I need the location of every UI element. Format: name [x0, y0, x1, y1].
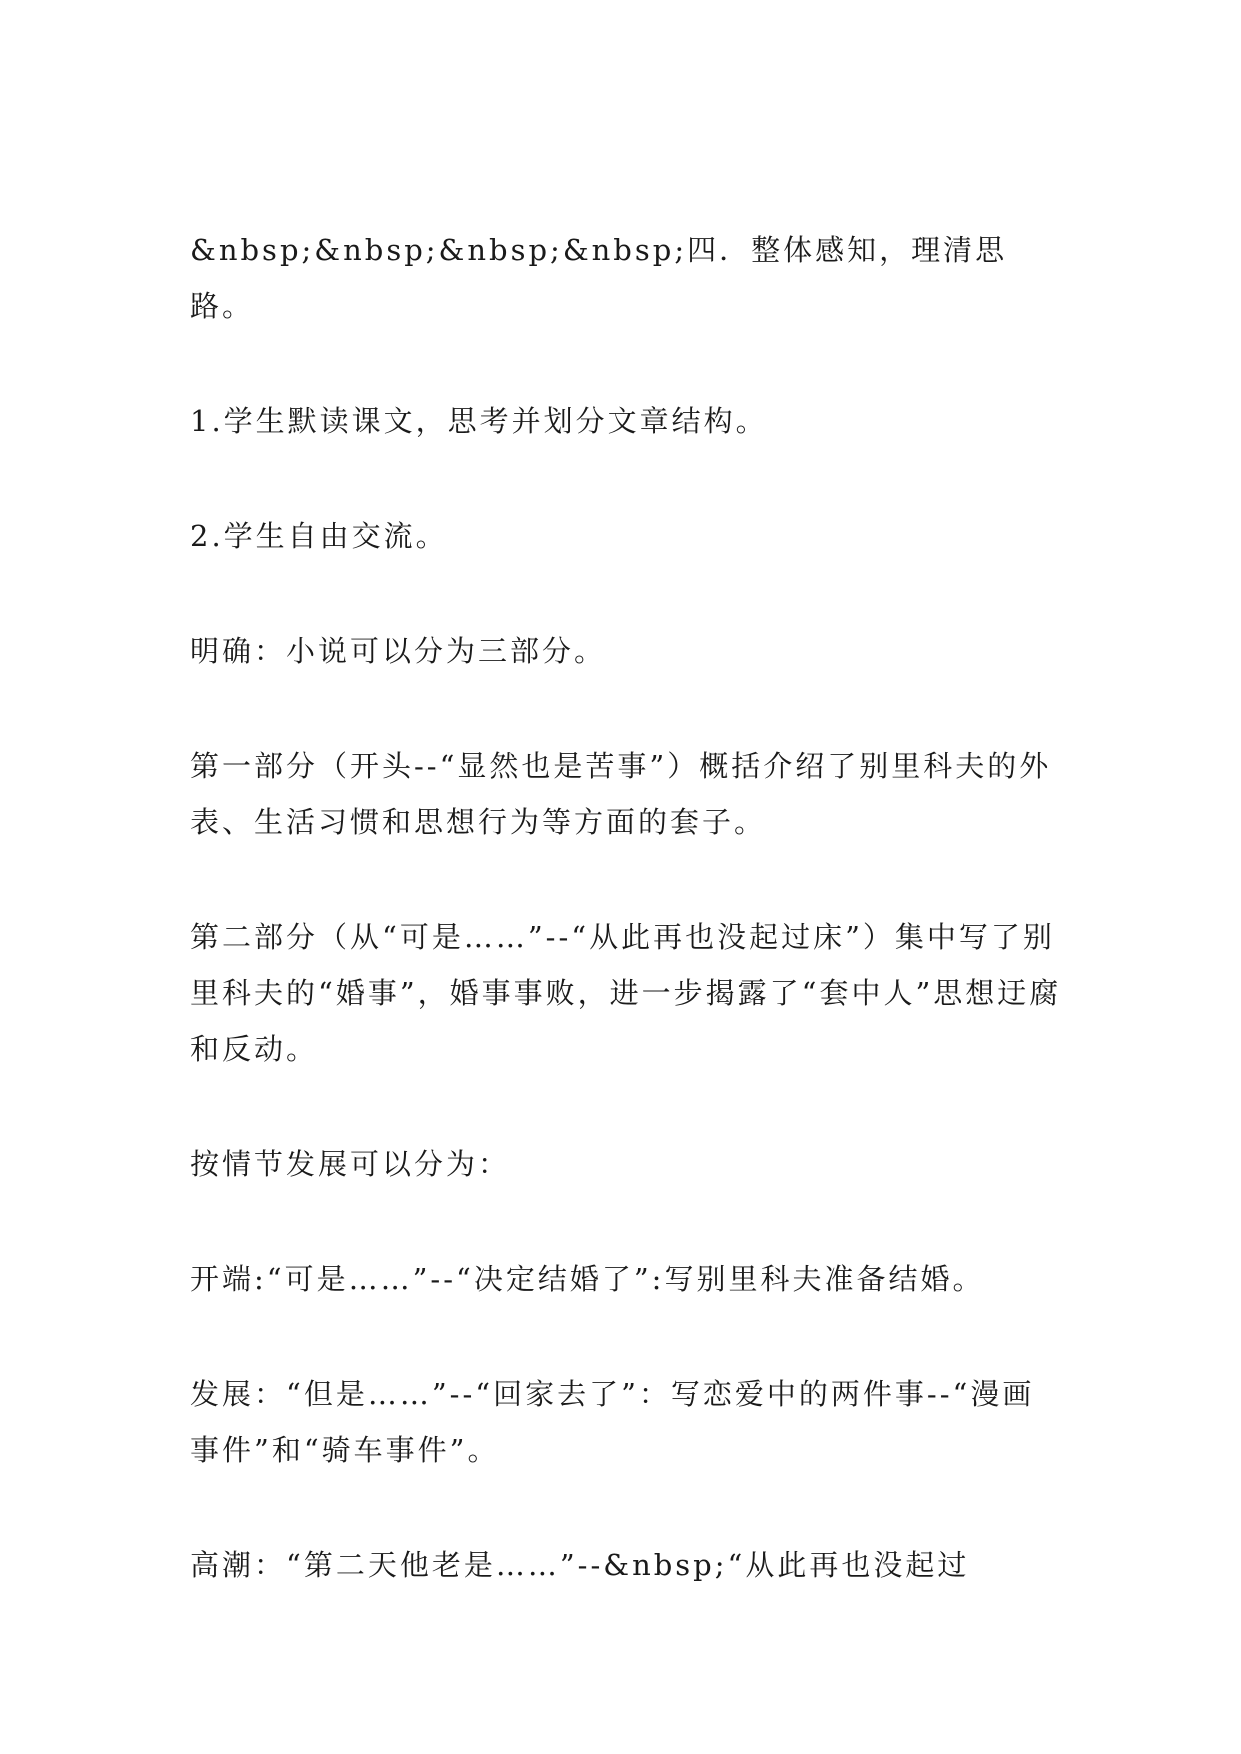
paragraph: 第一部分（开头--“显然也是苦事”）概括介绍了别里科夫的外表、生活习惯和思想行为等方面的套子。 [190, 749, 1052, 839]
paragraph: 第二部分（从“可是……”--“从此再也没起过床”）集中写了别里科夫的“婚事”，婚事事败，进一步揭露了“套中人”思想迂腐和反动。 [190, 920, 1062, 1066]
paragraph: 发展：“但是……”--“回家去了”：写恋爱中的两件事--“漫画事件”和“骑车事件”。 [190, 1377, 1035, 1467]
paragraph: 1.学生默读课文，思考并划分文章结构。 [190, 404, 768, 438]
paragraph: 明确：小说可以分为三部分。 [190, 634, 607, 668]
paragraph: 2.学生自由交流。 [190, 519, 448, 553]
paragraph: 开端:“可是……”--“决定结婚了”:写别里科夫准备结婚。 [190, 1262, 985, 1296]
document-body [190, 222, 1062, 1652]
section-heading: &nbsp;&nbsp;&nbsp;&nbsp;四．整体感知，理清思路。 [190, 233, 1008, 323]
paragraph: 按情节发展可以分为： [190, 1147, 511, 1181]
paragraph: 高潮：“第二天他老是……”--&nbsp;“从此再也没起过 [190, 1548, 970, 1582]
